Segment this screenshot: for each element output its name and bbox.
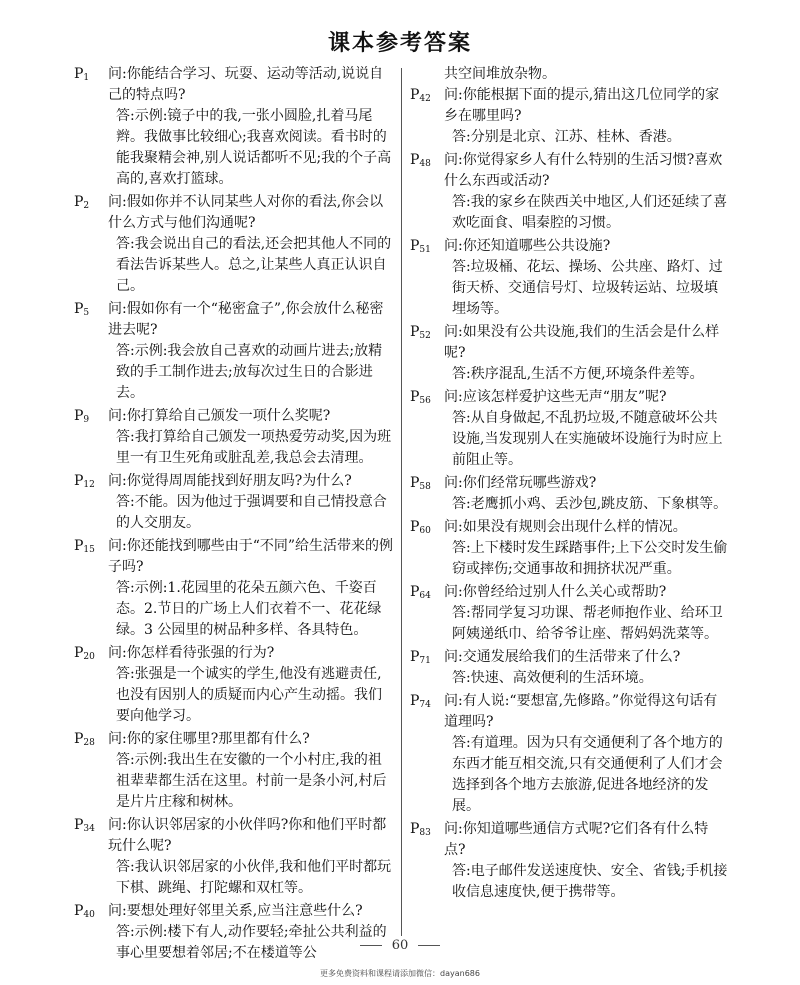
page-ref: $P_{40}$ [74,903,95,920]
answer-text: 答:电子邮件发送速度快、安全、省钱;手机接收信息速度快,便于携带等。 [452,863,728,900]
answer-text: 答:快速、高效便利的生活环境。 [452,670,653,686]
page-ref: $P_5$ [74,301,90,318]
qa-entry [410,647,728,689]
continued-answer: 共空间堆放杂物。 [444,66,556,82]
page-ref: $P_{48}$ [410,152,431,169]
page-ref: $P_{64}$ [410,584,431,601]
question-text: 问:你能结合学习、玩耍、运动等活动,说说自己的特点吗? [108,66,384,103]
question-text: 问:应该怎样爱护这些无声“朋友”呢? [444,389,667,405]
qa-entry [74,299,394,404]
page-ref: $P_{60}$ [410,519,431,536]
answer-text: 答:老鹰抓小鸡、丢沙包,跳皮筋、下象棋等。 [452,496,728,512]
page-ref: $P_{34}$ [74,817,95,834]
answer-text: 答:有道理。因为只有交通便利了各个地方的东西才能互相交流,只有交通便利了人们才会选择到各个地方去旅游,促进各地经济的发展。 [452,735,723,814]
page-number-text: 60 [391,938,409,953]
qa-entry [410,582,728,645]
qa-entry [410,236,728,320]
qa-entry [410,691,728,817]
qa-entry [410,387,728,471]
question-text: 问:如果没有公共设施,我们的生活会是什么样呢? [444,324,720,361]
answer-text: 答:我会说出自己的看法,还会把其他人不同的看法告诉某些人。总之,让某些人真正认识自己。 [116,236,392,294]
question-text: 问:要想处理好邻里关系,应当注意些什么? [108,903,363,919]
page-ref: $P_{20}$ [74,645,95,662]
qa-entry [74,64,394,190]
page-ref: $P_2$ [74,194,90,211]
footer-dash-right [418,945,440,946]
question-text: 问:你曾经给过别人什么关心或帮助? [444,584,667,600]
footer-dash-left [360,945,382,946]
question-text: 问:假如你有一个“秘密盒子”,你会放什么秘密进去呢? [108,301,384,338]
question-text: 问:你还能找到哪些由于“不同”给生活带来的例子吗? [108,538,394,575]
answer-text: 答:示例:我出生在安徽的一个小村庄,我的祖祖辈辈都生活在这里。村前一是条小河,村后是片片庄稼和树林。 [116,752,387,810]
question-text: 问:你觉得家乡人有什么特别的生活习惯?喜欢什么东西或活动? [444,152,723,189]
page-ref: $P_{12}$ [74,473,95,490]
answer-text: 答:我认识邻居家的小伙伴,我和他们平时都玩下棋、跳绳、打陀螺和双杠等。 [116,859,392,896]
question-text: 问:有人说:“要想富,先修路。”你觉得这句话有道理吗? [444,693,718,730]
answer-text: 答:示例:镜子中的我,一张小圆脸,扎着马尾辫。我做事比较细心;我喜欢阅读。看书时的能我聚精会神,别人说话都听不见;我的个子高高的,喜欢打篮球。 [116,108,392,187]
answer-text: 答:张强是一个诚实的学生,他没有逃避责任,也没有因别人的质疑而内心产生动摇。我们要向他学习。 [116,666,382,724]
answer-text: 答:分别是北京、江苏、桂林、香港。 [452,129,681,145]
question-text: 问:你们经常玩哪些游戏? [444,475,597,491]
right-column [410,64,728,905]
answer-text: 答:秩序混乱,生活不方便,环境条件差等。 [452,366,704,382]
page-ref: $P_{51}$ [410,238,431,255]
question-text: 问:你的家住哪里?那里都有什么? [108,731,310,747]
question-text: 问:你觉得周周能找到好朋友吗?为什么? [108,473,352,489]
page-ref: $P_{42}$ [410,87,431,104]
answer-text: 答:示例:楼下有人,动作要轻;牵扯公共利益的事心里要想着邻居;不在楼道等公 [116,924,387,961]
question-text: 问:你怎样看待张强的行为? [108,645,275,661]
qa-entry [74,406,394,469]
page-ref: $P_1$ [74,66,90,83]
answer-text: 答:从自身做起,不乱扔垃圾,不随意破坏公共设施,当发现别人在实施破坏设施行为时应上前阻止等。 [452,410,723,468]
page-ref: $P_{83}$ [410,821,431,838]
page-ref: $P_{52}$ [410,324,431,341]
question-text: 问:你知道哪些通信方式呢?它们各有什么特点? [444,821,709,858]
answer-text: 答:上下楼时发生踩踏事件;上下公交时发生偷窃或摔伤;交通事故和拥挤状况严重。 [452,540,728,577]
page-number [0,938,800,953]
left-column [74,64,394,966]
page-ref: $P_{28}$ [74,731,95,748]
qa-entry [74,192,394,297]
qa-entry [410,819,728,903]
page-ref: $P_{74}$ [410,693,431,710]
answer-text: 答:我打算给自己颁发一项热爱劳动奖,因为班里一有卫生死角或脏乱差,我总会去清理。 [116,429,392,466]
column-divider [401,68,402,936]
qa-entry [410,473,728,515]
page-ref: $P_{56}$ [410,389,431,406]
qa-entry [410,517,728,580]
question-text: 问:交通发展给我们的生活带来了什么? [444,649,681,665]
question-text: 问:你打算给自己颁发一项什么奖呢? [108,408,331,424]
answer-text: 答:示例:1.花园里的花朵五颜六色、千姿百态。2.节日的广场上人们衣着不一、花花绿绿。3 公园里的树品种多样、各具特色。 [116,580,382,638]
page-title: 课本参考答案 [327,31,472,56]
page-ref: $P_{71}$ [410,649,431,666]
qa-entry [410,150,728,234]
qa-entry [74,901,394,964]
qa-entry [410,85,728,148]
footer-note: 更多免费资料和课程请添加微信：dayan686 [320,969,480,978]
question-text: 问:如果没有规则会出现什么样的情况。 [444,519,687,535]
page-ref: $P_9$ [74,408,90,425]
qa-entry [74,471,394,534]
question-text: 问:你还知道哪些公共设施? [444,238,611,254]
answer-text: 答:我的家乡在陕西关中地区,人们还延续了喜欢吃面食、唱秦腔的习惯。 [452,194,728,231]
qa-entry [74,643,394,727]
question-text: 问:假如你并不认同某些人对你的看法,你会以什么方式与他们沟通呢? [108,194,384,231]
page-ref: $P_{58}$ [410,475,431,492]
qa-entry [74,815,394,899]
answer-text: 答:示例:我会放自己喜欢的动画片进去;放精致的手工制作进去;放每次过生日的合影进去。 [116,343,383,401]
answer-text: 答:帮同学复习功课、帮老师抱作业、给环卫阿姨递纸巾、给爷爷让座、帮妈妈洗菜等。 [452,605,723,642]
question-text: 问:你认识邻居家的小伙伴吗?你和他们平时都玩什么呢? [108,817,387,854]
answer-text: 答:不能。因为他过于强调要和自己情投意合的人交朋友。 [116,494,387,531]
qa-entry [410,322,728,385]
question-text: 问:你能根据下面的提示,猜出这几位同学的家乡在哪里吗? [444,87,720,124]
page-ref: $P_{15}$ [74,538,95,555]
qa-entry [74,536,394,641]
qa-entry [74,729,394,813]
answer-text: 答:垃圾桶、花坛、操场、公共座、路灯、过街天桥、交通信号灯、垃圾转运站、垃圾填埋场等。 [452,259,723,317]
